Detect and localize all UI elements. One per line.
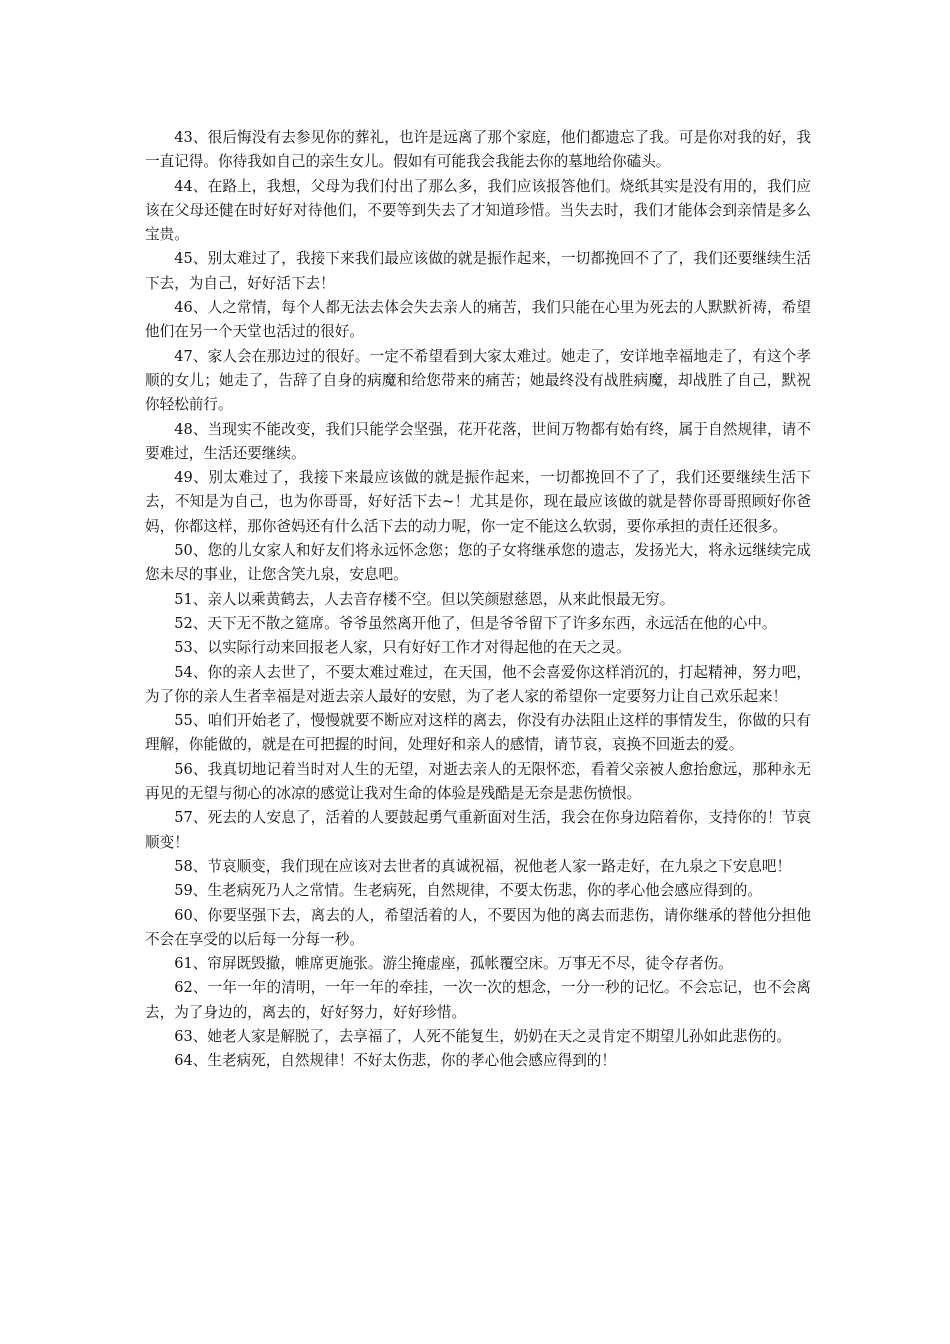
paragraph-48: 48、当现实不能改变，我们只能学会坚强，花开花落，世间万物都有始有终，属于自然规律，请不要难过，生活还要继续。 (145, 420, 811, 462)
paragraph-59: 59、生老病死乃人之常情。生老病死，自然规律，不要太伤悲，你的孝心他会感应得到的。 (174, 882, 762, 900)
paragraph-47: 47、家人会在那边过的很好。一定不希望看到大家太难过。她走了，安详地幸福地走了，有这个孝顺的女儿；她走了，告辞了自身的病魔和给您带来的痛苦；她最终没有战胜病魔，却战胜了自己，默祝你轻松前行。 (145, 347, 811, 414)
paragraph-58: 58、节哀顺变，我们现在应该对去世者的真诚祝福，祝他老人家一路走好，在九泉之下安息吧！ (174, 857, 792, 875)
paragraph-54: 54、你的亲人去世了，不要太难过难过，在天国，他不会喜爱你这样消沉的，打起精神，努力吧，为了你的亲人生者幸福是对逝去亲人最好的安慰，为了老人家的希望你一定要努力让自己欢乐起来！ (145, 663, 811, 705)
paragraph-43: 43、很后悔没有去参见你的葬礼，也许是远离了那个家庭，他们都遗忘了我。可是你对我的好，我一直记得。你待我如自己的亲生女儿。假如有可能我会我能去你的墓地给你磕头。 (145, 129, 811, 171)
paragraph-51: 51、亲人以乘黄鹤去，人去音存楼不空。但以笑颜慰慈恩，从来此恨最无穷。 (174, 590, 675, 608)
paragraph-61: 61、帘屏既毁撤，帷席更施张。游尘掩虚座，孤帐覆空床。万事无不尽，徒令存者伤。 (174, 955, 733, 973)
paragraph-55: 55、咱们开始老了，慢慢就要不断应对这样的离去，你没有办法阻止这样的事情发生，你做的只有理解，你能做的，就是在可把握的时间，处理好和亲人的感情，请节哀，哀换不回逝去的爱。 (145, 712, 811, 754)
paragraph-45: 45、别太难过了，我接下来我们最应该做的就是振作起来，一切都挽回不了了，我们还要继续生活下去，为自己，好好活下去！ (145, 250, 811, 292)
paragraph-63: 63、她老人家是解脱了，去享福了，人死不能复生，奶奶在天之灵肯定不期望儿孙如此悲伤的。 (174, 1027, 792, 1045)
paragraph-64: 64、生老病死，自然规律！不好太伤悲，你的孝心他会感应得到的！ (174, 1052, 616, 1070)
paragraph-52: 52、天下无不散之筵席。爷爷虽然离开他了，但是爷爷留下了许多东西，永远活在他的心中。 (174, 614, 777, 632)
paragraph-50: 50、您的儿女家人和好友们将永远怀念您；您的子女将继承您的遗志，发扬光大，将永远继续完成您未尽的事业，让您含笑九泉，安息吧。 (145, 542, 811, 584)
paragraph-62: 62、一年一年的清明，一年一年的牵挂，一次一次的想念，一分一秒的记忆。不会忘记，也不会离去，为了身边的，离去的，好好努力，好好珍惜。 (145, 979, 811, 1021)
paragraph-46: 46、人之常情，每个人都无法去体会失去亲人的痛苦，我们只能在心里为死去的人默默祈祷，希望他们在另一个天堂也活过的很好。 (145, 299, 811, 341)
paragraph-56: 56、我真切地记着当时对人生的无望，对逝去亲人的无限怀恋，看着父亲被人愈抬愈远，那种永无再见的无望与彻心的冰凉的感觉让我对生命的体验是残酷是无奈是悲伤愤恨。 (145, 760, 811, 803)
document-body (145, 126, 811, 1074)
paragraph-57: 57、死去的人安息了，活着的人要鼓起勇气重新面对生活，我会在你身边陪着你，支持你的！节哀顺变！ (145, 809, 811, 851)
paragraph-53: 53、以实际行动来回报老人家，只有好好工作才对得起他的在天之灵。 (174, 639, 631, 657)
paragraph-49: 49、别太难过了，我接下来最应该做的就是振作起来，一切都挽回不了了，我们还要继续生活下去，不知是为自己，也为你哥哥，好好活下去~！尤其是你，现在最应该做的就是替你哥哥照顾好你爸妈，你都这样，那你爸妈还有什么活下去的动力呢，你一定不能这么软弱，要你承担的责任还很多。 (145, 469, 811, 535)
paragraph-44: 44、在路上，我想，父母为我们付出了那么多，我们应该报答他们。烧纸其实是没有用的，我们应该在父母还健在时好好对待他们，不要等到失去了才知道珍惜。当失去时，我们才能体会到亲情是多么宝贵。 (145, 177, 811, 244)
paragraph-60: 60、你要坚强下去，离去的人，希望活着的人，不要因为他的离去而悲伤，请你继承的替他分担他不会在享受的以后每一分每一秒。 (145, 906, 811, 948)
